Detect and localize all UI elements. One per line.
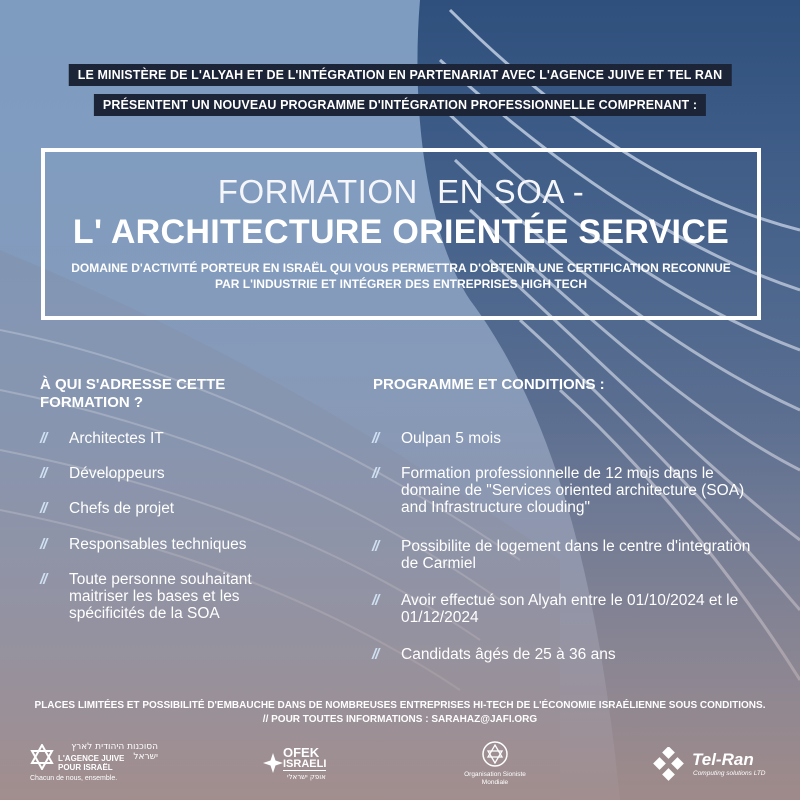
list-item-text: Architectes IT <box>69 430 164 447</box>
agency-hebrew-name: הסוכנות היהודית לארץ ישראל <box>71 742 158 762</box>
osm-name-line-1: Organisation Sioniste <box>464 771 526 778</box>
slash-marker-icon: // <box>40 465 47 482</box>
ofek-star-icon <box>263 753 283 773</box>
slash-marker-icon: // <box>372 646 379 663</box>
ofek-israeli-logo <box>263 745 343 785</box>
list-item-text: Responsables techniques <box>69 536 247 553</box>
program-heading: PROGRAMME ET CONDITIONS : <box>373 376 605 393</box>
header-line-1: LE MINISTÈRE DE L'ALYAH ET DE L'INTÉGRATION EN PARTENARIAT AVEC L'AGENCE JUIVE ET TEL RAN <box>69 64 732 86</box>
list-item <box>372 592 761 626</box>
header-line-2: PRÉSENTENT UN NOUVEAU PROGRAMME D'INTÉGRATION PROFESSIONNELLE COMPRENANT : <box>94 94 706 116</box>
footer-contact: // POUR TOUTES INFORMATIONS : SARAHAZ@JAFI.ORG <box>262 714 538 725</box>
slash-marker-icon: // <box>372 592 379 609</box>
agency-tagline: Chacun de nous, ensemble. <box>30 775 118 782</box>
audience-heading: À QUI S'ADRESSE CETTE FORMATION ? <box>40 376 226 411</box>
star-of-david-icon <box>30 744 54 770</box>
ofek-hebrew-name: אופק ישראלי <box>287 773 326 781</box>
slash-marker-icon: // <box>40 571 47 588</box>
list-item-text: Formation professionnelle de 12 mois dans le domaine de "Services oriented architecture (SOA) and Infrastructure clouding" <box>401 465 745 516</box>
list-item <box>40 465 309 482</box>
slash-marker-icon: // <box>372 538 379 555</box>
list-item-text: Possibilite de logement dans le centre d'integration de Carmiel <box>401 538 751 572</box>
osm-logo <box>450 740 540 792</box>
telran-name: Tel-Ran <box>692 750 754 769</box>
headline-title-line-2: L' ARCHITECTURE ORIENTÉE SERVICE <box>72 213 730 251</box>
list-item-text: Toute personne souhaitant maitriser les bases et les spécificités de la SOA <box>69 571 252 622</box>
list-item-text: Candidats âgés de 25 à 36 ans <box>401 646 616 663</box>
headline-subtitle: DOMAINE D'ACTIVITÉ PORTEUR EN ISRAËL QUI VOUS PERMETTRA D'OBTENIR UNE CERTIFICATION RECONNUE PAR L'INDUSTRIE ET INTÉGRER DES ENTREPRISES HIGH TECH <box>71 261 731 291</box>
headline-frame <box>41 148 761 320</box>
ofek-name-line-2: ISRAELI <box>283 758 327 770</box>
agency-name: L'AGENCE JUIVE POUR ISRAËL <box>58 754 125 772</box>
list-item <box>40 430 309 447</box>
telran-logo <box>652 745 772 785</box>
footer-conditions: PLACES LIMITÉES ET POSSIBILITÉ D'EMBAUCHE DANS DE NOMBREUSES ENTREPRISES HI-TECH DE L'ÉCONOMIE ISRAÉLIENNE SOUS CONDITIONS. <box>34 700 766 711</box>
list-item <box>372 430 761 447</box>
headline-title-line-1: FORMATION EN SOA - <box>217 173 585 210</box>
list-item <box>40 500 309 517</box>
osm-name-line-2: Mondiale <box>481 779 509 786</box>
list-item-text: Chefs de projet <box>69 500 175 517</box>
list-item-text: Développeurs <box>69 465 165 482</box>
list-item <box>40 571 309 622</box>
list-item <box>372 465 761 516</box>
ofek-name-line-1: OFEK <box>283 745 320 760</box>
slash-marker-icon: // <box>40 430 47 447</box>
list-item-text: Avoir effectué son Alyah entre le 01/10/2024 et le 01/12/2024 <box>401 592 739 626</box>
slash-marker-icon: // <box>372 465 379 482</box>
list-item <box>372 646 761 663</box>
agency-logo <box>30 742 160 787</box>
list-item-text: Oulpan 5 mois <box>401 430 501 447</box>
list-item <box>40 536 309 553</box>
slash-marker-icon: // <box>40 500 47 517</box>
slash-marker-icon: // <box>372 430 379 447</box>
seal-icon <box>481 740 509 768</box>
telran-tagline: Computing solutions LTD <box>693 770 766 777</box>
list-item <box>372 538 761 572</box>
diamond-grid-icon <box>652 747 686 781</box>
slash-marker-icon: // <box>40 536 47 553</box>
